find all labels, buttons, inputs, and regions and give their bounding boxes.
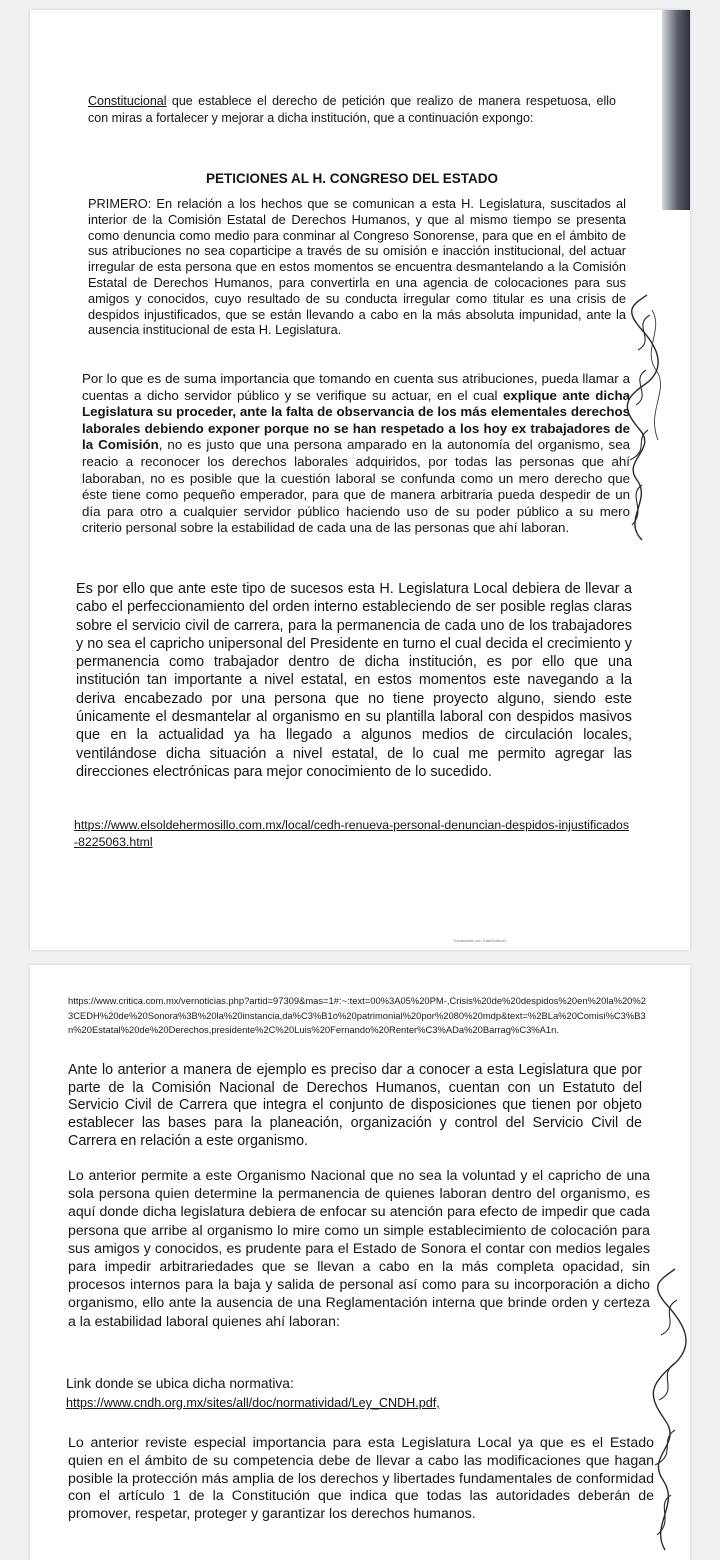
atribuciones-text-a: Por lo que es de suma importancia que tomando en cuenta sus atribuciones, pueda llamar a cuentas a dicho servidor público y se verifique su actuar, en el cual bbox=[82, 371, 630, 403]
scan-edge-shadow bbox=[662, 10, 690, 210]
link-elsoldehermosillo[interactable]: https://www.elsoldehermosillo.com.mx/local/cedh-renueva-personal-denuncian-despidos-injustificados-8225063.html bbox=[74, 818, 629, 849]
atribuciones-bold-text: explique ante dicha Legislatura su proceder, ante la falta de observancia de los más elementales derechos laborales debiendo exponer porque no se han respetado a los hoy ex trabajadores de la Comisión bbox=[82, 387, 630, 453]
paragraph-legislatura-local: Es por ello que ante este tipo de sucesos esta H. Legislatura Local debiera de llevar a cabo el perfeccionamiento del orden interno estableciendo de ser posible reglas claras sobre el servicio civil de carrera, para la permanencia de cada uno de los trabajadores y no sea el capricho unipersonal del Presidente en turno el cual decida el crecimiento y permanencia como trabajador dentro de dicha institución, es por ello que una institución tan importante a nivel estatal, en estos momentos este navegando a la deriva encabezado por una persona que no tiene proyecto alguno, siendo este únicamente el desmantelar al organismo en su plantilla laboral con despidos masivos que en la actualidad ya ha llegado a algunos medios de circulación locales, ventilándose dicha situación a nivel estatal, de lo cual me permito agregar las direcciones electrónicas para mejor conocimiento de lo sucedido. bbox=[76, 581, 632, 780]
normativa-link-label: Link donde se ubica dicha normativa: bbox=[66, 1376, 294, 1391]
handwritten-signature-1 bbox=[612, 290, 668, 550]
scanner-watermark: Escaneado con CamScanner bbox=[454, 938, 507, 943]
paragraph-primero: PRIMERO: En relación a los hechos que se comunican a esta H. Legislatura, suscitados al interior de la Comisión Estatal de Derechos Humanos, y que al mismo tiempo se presenta como denuncia como medio para conminar al Congreso Sonorense, para que en el ámbito de sus atribuciones no sea coparticipe a través de su omisión e inacción institucional, del actuar irregular de esta persona que en estos momentos se encuentra desmantelando a la Comisión Estatal de Derechos Humanos, para convertirla en una agencia de colocaciones para sus amigos y conocidos, cuyo resultado de su conducta irregular como titular es una crisis de despidos injustificados, que se están llevando a cabo en la más absoluta impunidad, ante la ausencia institucional de esta H. Legislatura. bbox=[88, 196, 626, 338]
intro-paragraph bbox=[88, 93, 616, 127]
petitions-heading: PETICIONES AL H. CONGRESO DEL ESTADO bbox=[205, 171, 499, 186]
intro-underlined-word: Constitucional bbox=[88, 94, 167, 108]
intro-text: que establece el derecho de petición que realizo de manera respetuosa, ello con miras a fortalecer y mejorar a dicha institución, que a continuación expongo: bbox=[88, 94, 616, 125]
link-cndh[interactable]: https://www.cndh.org.mx/sites/all/doc/normatividad/Ley_CNDH.pdf, bbox=[66, 1396, 440, 1410]
paragraph-organismo-nacional: Lo anterior permite a este Organismo Nacional que no sea la voluntad y el capricho de una sola persona quien determine la permanencia de quienes laboran dentro del organismo, es aquí donde dicha legislatura debiera de enfocar su atención para efecto de impedir que cada persona que arribe al organismo lo mire como un simple establecimiento de colocación para sus amigos y conocidos, es prudente para el Estado de Sonora el contar con medios legales para impedir arbitrariedades que se llevan a cabo en la más completa opacidad, sin procesos internos para la baja y salida de personal así como para su incorporación a dicho organismo, ello ante la ausencia de una Reglamentación interna que brinde orden y certeza a la estabilidad laboral quienes ahí laboran: bbox=[68, 1167, 650, 1329]
paragraph-cndh-estatuto: Ante lo anterior a manera de ejemplo es preciso dar a conocer a esta Legislatura que por parte de la Comisión Nacional de Derechos Humanos, cuentan con un Estatuto del Servicio Civil de Carrera que integra el conjunto de disposiciones que tienen por objeto establecer las bases para la planeación, organización y control del Servicio Civil de Carrera en relación a este organismo. bbox=[68, 1062, 642, 1149]
document-page-2 bbox=[30, 965, 690, 1560]
url-critica[interactable]: https://www.critica.com.mx/vernoticias.php?artid=97309&mas=1#:~:text=00%3A05%20PM-,Crisis%20de%20despidos%20en%20la%20%23CEDH%20de%20Sonora%3B%20la%20instancia,da%C3%B1o%20patrimonial%20por%2080%20mdp&text=%2BLa%20Comisi%C3%B3n%20Estatal%20de%20Derechos,presidente%2C%20Luis%20Fernando%20Renter%C3%ADa%20Barrag%C3%A1n. bbox=[68, 995, 646, 1036]
paragraph-articulo-1: Lo anterior reviste especial importancia para esta Legislatura Local ya que es el Estado quien en el ámbito de su competencia debe de llevar a cabo las modificaciones que hagan posible la protección más amplia de los derechos y libertades fundamentales de conformidad con el artículo 1 de la Constitución que indica que todas las autoridades deberán de promover, respetar, proteger y garantizar los derechos humanos. bbox=[68, 1435, 654, 1523]
paragraph-atribuciones bbox=[82, 371, 630, 537]
atribuciones-text-c: , no es justo que una persona amparado en la autonomía del organismo, sea reacio a reconocer los derechos laborales adquiridos, por todas las personas que ahí laboraban, no es posible que la cuestión laboral se confunda como un mero derecho que éste tiene como pequeño emperador, para que de manera arbitraria pueda despedir de un día para otro a cualquier servidor público haciendo uso de su poder público a su mero criterio personal sobre la estabilidad de cada una de las personas que ahí laboran. bbox=[82, 437, 630, 536]
handwritten-signature-2 bbox=[645, 1265, 690, 1555]
document-page-1 bbox=[30, 10, 690, 950]
